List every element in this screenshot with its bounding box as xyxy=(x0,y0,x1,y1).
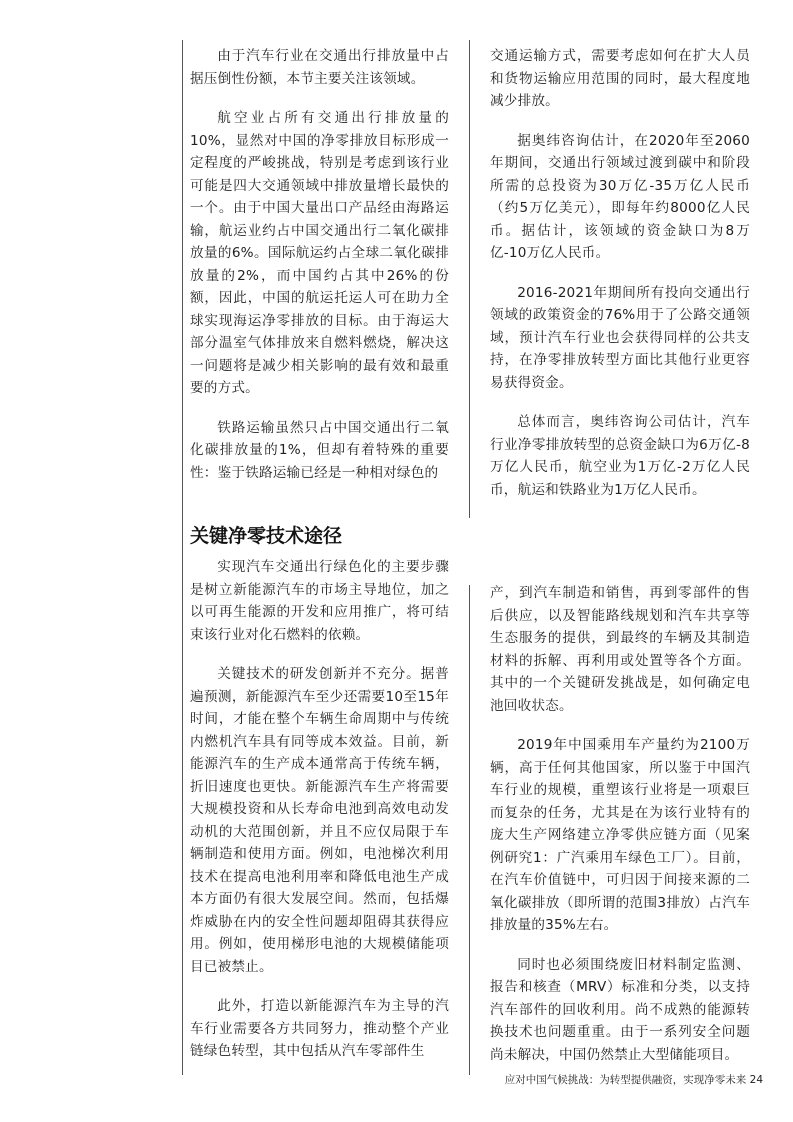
paragraph: 产，到汽车制造和销售，再到零部件的售后供应，以及智能路线规划和汽车共享等生态服务的提供，到最终的车辆及其制造材料的拆解、再利用或处置等各个方面。其中的一个关键研发挑战是，如何确定电池回收状态。 xyxy=(490,585,750,714)
bottom-right-column xyxy=(490,582,750,1083)
paragraph: 交通运输方式，需要考虑如何在扩大人员和货物运输应用范围的同时，最大程度地减少排放。 xyxy=(490,48,750,109)
column-divider-bottom-middle xyxy=(469,585,470,1075)
paragraph: 实现汽车交通出行绿色化的主要步骤是树立新能源汽车的市场主导地位，加之以可再生能源的开发和应用推广，将可结束该行业对化石燃料的依赖。 xyxy=(190,559,449,643)
paragraph: 总体而言，奥纬咨询公司估计，汽车行业净零排放转型的总资金缺口为6万亿-8万亿人民币，航空业为1万亿-2万亿人民币，航运和铁路业为1万亿人民币。 xyxy=(490,414,750,498)
paragraph: 2019年中国乘用车产量约为2100万辆，高于任何其他国家，所以鉴于中国汽车行业的规模，重塑该行业将是一项艰巨而复杂的任务，尤其是在为该行业特有的庞大生产网络建立净零供应链方面（见案例研究1：广汽乘用车绿色工厂）。目前，在汽车价值链中，可归因于间接来源的二氧化碳排放（即所谓的范围3排放）占汽车排放量的35%左右。 xyxy=(490,737,750,933)
paragraph: 航空业占所有交通出行排放量的10%，显然对中国的净零排放目标形成一定程度的严峻挑战，特别是考虑到该行业可能是四大交通领域中排放量增长最快的一个。由于中国大量出口产品经由海路运输，航运业约占中国交通出行二氧化碳排放量的6%。国际航运约占全球二氧化碳排放量的2%，而中国约占其中26%的份额，因此，中国的航运托运人可在助力全球实现海运净零排放的目标。由于海运大部分温室气体排放来自燃料燃烧，解决这一问题将是减少相关影响的最有效和最重要的方式。 xyxy=(190,110,449,396)
page-footer: 应对中国气候挑战：为转型提供融资，实现净零未来 24 xyxy=(504,1074,763,1086)
paragraph: 此外，打造以新能源汽车为主导的汽车行业需要各方共同努力，推动整个产业链绿色转型，其中包括从汽车零部件生 xyxy=(190,998,449,1059)
bottom-left-column xyxy=(190,556,449,1080)
paragraph: 由于汽车行业在交通出行排放量中占据压倒性份额，本节主要关注该领域。 xyxy=(190,48,449,87)
paragraph: 关键技术的研发创新并不充分。据普遍预测，新能源汽车至少还需要10至15年时间，才能在整个车辆生命周期中与传统内燃机汽车具有同等成本效益。目前，新能源汽车的生产成本通常高于传统车辆，折旧速度也更快。新能源汽车生产将需要大规模投资和从长寿命电池到高效电动发动机的大范围创新，并且不应仅局限于车辆制造和使用方面。例如，电池梯次利用技术在提高电池利用率和降低电池生产成本方面仍有很大发展空间。然而，包括爆炸威胁在内的安全性问题却阻碍其获得应用。例如，使用梯形电池的大规模储能项目已被禁止。 xyxy=(190,666,449,975)
paragraph: 据奥纬咨询估计，在2020年至2060年期间，交通出行领域过渡到碳中和阶段所需的总投资为30万亿-35万亿人民币（约5万亿美元），即每年约8000亿人民币。据估计，该领域的资金缺口为8万亿-10万亿人民币。 xyxy=(490,132,750,261)
top-left-column xyxy=(190,45,449,501)
paragraph: 同时也必须围绕废旧材料制定监测、报告和核查（MRV）标准和分类，以支持汽车部件的回收利用。尚不成熟的能源转换技术也问题重重。由于一系列安全问题尚未解决，中国仍然禁止大型储能项目。 xyxy=(490,956,750,1063)
paragraph: 2016-2021年期间所有投向交通出行领域的政策资金的76%用于了公路交通领域，预计汽车行业也会获得同样的公共支持，在净零排放转型方面比其他行业更容易获得资金。 xyxy=(490,284,750,391)
paragraph: 铁路运输虽然只占中国交通出行二氧化碳排放量的1%，但却有着特殊的重要性：鉴于铁路运输已经是一种相对绿色的 xyxy=(190,419,449,481)
section-heading: 关键净零技术途径 xyxy=(190,525,343,547)
top-right-column xyxy=(490,45,750,518)
column-divider-left xyxy=(182,40,183,1075)
column-divider-top-middle xyxy=(469,40,470,518)
